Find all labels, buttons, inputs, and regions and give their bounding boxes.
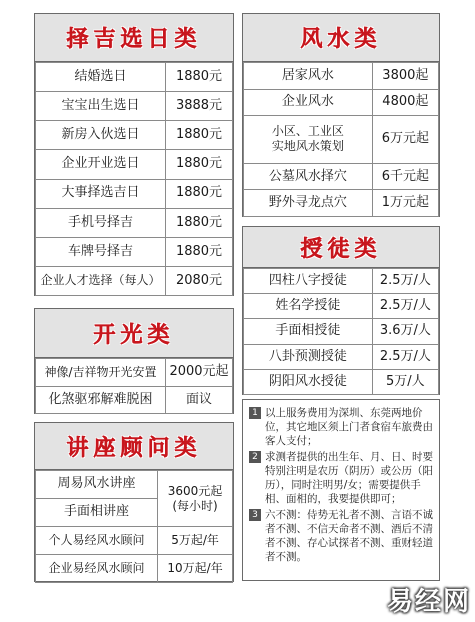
service-price: 1880元 [166, 237, 233, 266]
service-name: 神像/吉祥物开光安置 [36, 359, 166, 387]
service-name: 结婚选日 [36, 63, 166, 92]
note-item [249, 508, 435, 564]
service-name: 野外寻龙点穴 [244, 190, 373, 217]
service-name: 企业开业选日 [36, 150, 166, 179]
jiangzuo-panel [34, 422, 234, 582]
table-row [36, 63, 233, 92]
service-price: 6千元起 [372, 163, 438, 190]
service-price: 2.5万/人 [372, 269, 438, 294]
service-name: 车牌号择吉 [36, 237, 166, 266]
jiangzuo-item: 手面相讲座 [36, 499, 158, 527]
jiangzuo-merged-price: 3600元起 (每小时) [158, 471, 233, 527]
service-price: 6万元起 [372, 116, 438, 164]
service-price: 1880元 [166, 121, 233, 150]
fengshui-title: 风水类 [243, 14, 439, 62]
service-price: 1880元 [166, 179, 233, 208]
service-name: 宝宝出生选日 [36, 92, 166, 121]
service-name: 居家风水 [244, 63, 373, 90]
service-name: 新房入伙选日 [36, 121, 166, 150]
service-price: 1万元起 [372, 190, 438, 217]
service-price: 3.6万/人 [372, 319, 438, 344]
service-price: 1880元 [166, 150, 233, 179]
service-price: 2.5万/人 [372, 294, 438, 319]
table-row [244, 269, 439, 294]
jiangzuo-item: 个人易经风水顾问 [36, 527, 158, 555]
table-row [244, 63, 439, 90]
note-item [249, 406, 435, 448]
jiangzuo-title: 讲座顾问类 [35, 423, 233, 470]
table-row [36, 386, 233, 414]
fengshui-panel [242, 13, 440, 217]
service-name: 公墓风水择穴 [244, 163, 373, 190]
zeji-title: 择吉选日类 [35, 14, 233, 62]
service-name: 手面相授徒 [244, 319, 373, 344]
table-row [244, 294, 439, 319]
service-price: 2080元 [166, 266, 233, 295]
table-row [244, 89, 439, 116]
table-row [244, 319, 439, 344]
service-name: 企业人才选择（每人） [36, 266, 166, 295]
jiangzuo-price: 10万起/年 [158, 555, 233, 583]
fengshui-table [243, 62, 439, 217]
service-price: 4800起 [372, 89, 438, 116]
service-price: 面议 [166, 386, 233, 414]
kaiguang-table [35, 358, 233, 414]
table-row [36, 266, 233, 295]
note-number-badge: 3 [249, 509, 261, 521]
service-price: 1880元 [166, 208, 233, 237]
service-price: 3888元 [166, 92, 233, 121]
service-name: 大事择选吉日 [36, 179, 166, 208]
table-row [244, 369, 439, 394]
zeji-panel [34, 13, 234, 296]
jiangzuo-item: 企业易经风水顾问 [36, 555, 158, 583]
table-row [244, 190, 439, 217]
watermark-logo: 易经网 [386, 587, 471, 617]
table-row [36, 92, 233, 121]
service-name: 姓名学授徒 [244, 294, 373, 319]
service-price: 5万/人 [372, 369, 438, 394]
service-price: 2.5万/人 [372, 344, 438, 369]
table-row [244, 163, 439, 190]
table-row [36, 208, 233, 237]
note-text: 以上服务费用为深圳、东莞两地价位，其它地区须上门者食宿车旅费由客人支付； [265, 407, 433, 447]
table-row [244, 344, 439, 369]
note-item [249, 450, 435, 506]
note-number-badge: 2 [249, 451, 261, 463]
zeji-table [35, 62, 233, 296]
jiangzuo-price: 5万起/年 [158, 527, 233, 555]
table-row [36, 359, 233, 387]
table-row [36, 179, 233, 208]
shoutu-title: 授徒类 [243, 227, 439, 268]
service-price: 1880元 [166, 63, 233, 92]
service-price: 2000元起 [166, 359, 233, 387]
service-price: 3800起 [372, 63, 438, 90]
service-name: 化煞驱邪解难脱困 [36, 386, 166, 414]
table-row [244, 116, 439, 164]
service-name: 阴阳风水授徒 [244, 369, 373, 394]
service-name: 八卦预测授徒 [244, 344, 373, 369]
service-name: 四柱八字授徒 [244, 269, 373, 294]
service-name: 小区、工业区 实地风水策划 [244, 116, 373, 164]
service-name: 企业风水 [244, 89, 373, 116]
kaiguang-title: 开光类 [35, 309, 233, 358]
kaiguang-panel [34, 308, 234, 414]
shoutu-panel [242, 226, 440, 395]
note-text: 求测者提供的出生年、月、日、时要特别注明是农历（阴历）或公历（阳历），同时注明男/女；需要提供手相、面相的，我要提供即可； [265, 451, 433, 505]
service-name: 手机号择吉 [36, 208, 166, 237]
notes-list [249, 406, 435, 566]
table-row [36, 150, 233, 179]
table-row [36, 121, 233, 150]
notes-panel [242, 399, 440, 581]
shoutu-table [243, 268, 439, 395]
note-number-badge: 1 [249, 407, 261, 419]
jiangzuo-table [35, 470, 233, 583]
table-row [36, 237, 233, 266]
jiangzuo-item: 周易风水讲座 [36, 471, 158, 499]
note-text: 六不测：侍势无礼者不测、言语不诚者不测、不信天命者不测、酒后不清者不测、存心试探者不测、重财轻道者不测。 [265, 509, 433, 563]
